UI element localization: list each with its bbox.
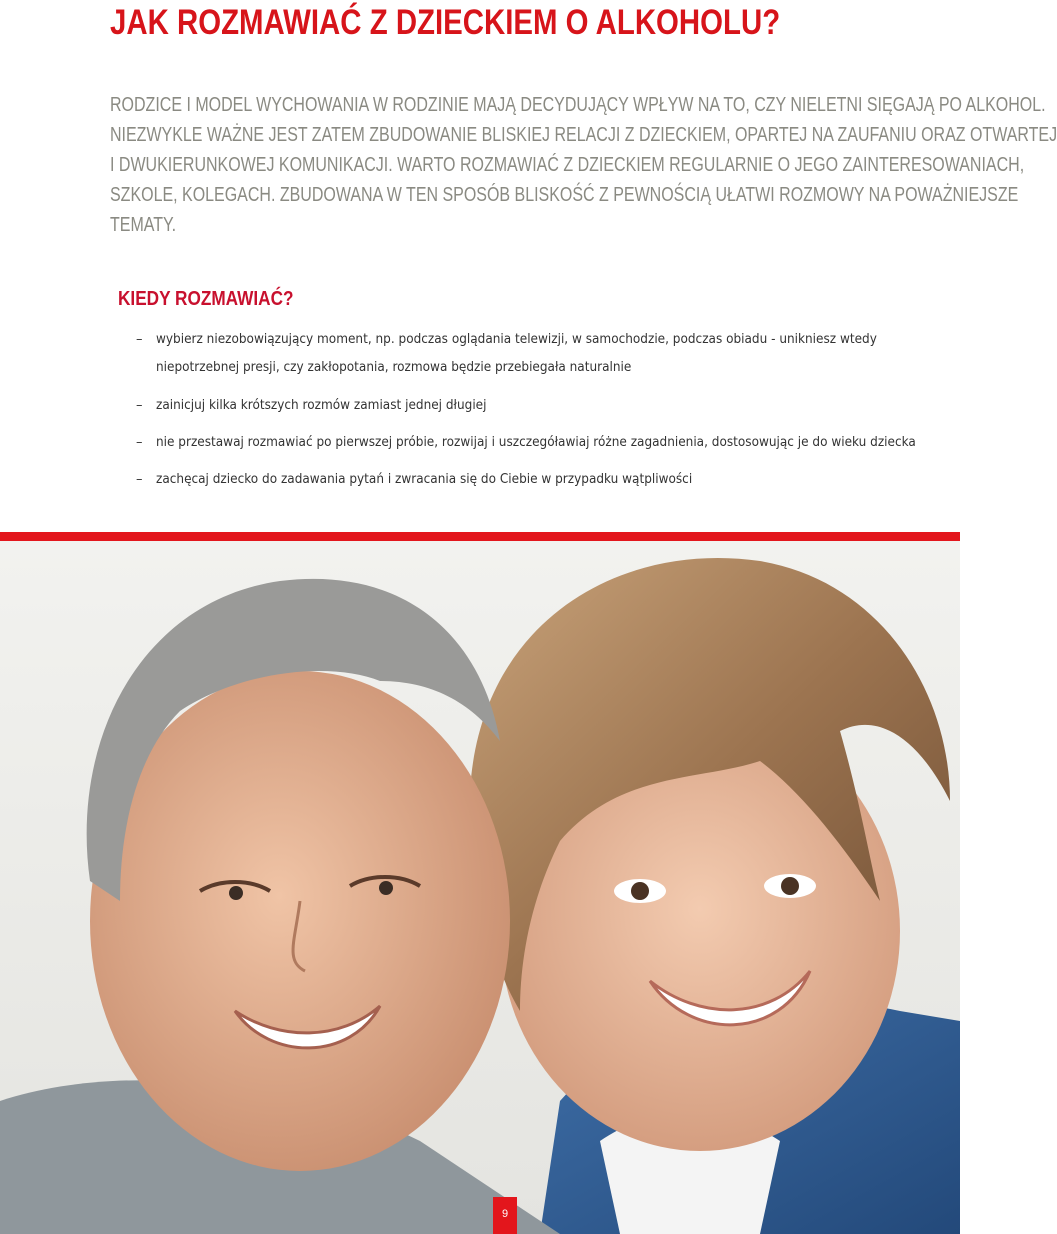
page-title: JAK ROZMAWIAĆ Z DZIECKIEM O ALKOHOLU? [110,3,781,42]
bullet-item-continuation: niepotrzebnej presji, czy zakłopotania, rozmowa będzie przebiegała naturalnie [156,360,632,375]
page-number-badge: 9 [493,1197,517,1234]
section-title-kiedy: KIEDY ROZMAWIAĆ? [118,288,294,310]
bullet-dash: – [136,332,143,347]
bullet-dash: – [136,398,143,413]
bullet-item: wybierz niezobowiązujący moment, np. podczas oglądania telewizji, w samochodzie, podczas obiadu - unikniesz wtedy [156,332,877,347]
intro-line: NIEZWYKLE WAŻNE JEST ZATEM ZBUDOWANIE BLISKIEJ RELACJI Z DZIECKIEM, OPARTEJ NA ZAUFANIU ORAZ OTWARTEJ [110,124,1057,146]
red-divider-band [0,532,960,541]
intro-line: I DWUKIERUNKOWEJ KOMUNIKACJI. WARTO ROZMAWIAĆ Z DZIECKIEM REGULARNIE O JEGO ZAINTERESOWANIACH, [110,154,1025,176]
father-son-photo [0,541,960,1234]
bullet-dash: – [136,472,143,487]
bullet-item: nie przestawaj rozmawiać po pierwszej próbie, rozwijaj i uszczegóławiaj różne zagadnienia, dostosowując je do wieku dziecka [156,435,916,450]
bullet-item: zachęcaj dziecko do zadawania pytań i zwracania się do Ciebie w przypadku wątpliwości [156,472,693,487]
intro-line: RODZICE I MODEL WYCHOWANIA W RODZINIE MAJĄ DECYDUJĄCY WPŁYW NA TO, CZY NIELETNI SIĘGAJĄ PO ALKOHOL. [110,94,1046,116]
bullet-item: zainicjuj kilka krótszych rozmów zamiast jednej długiej [156,398,487,413]
intro-paragraph [110,90,1057,240]
bullet-dash: – [136,435,143,450]
intro-line: TEMATY. [110,214,177,236]
intro-line: SZKOLE, KOLEGACH. ZBUDOWANA W TEN SPOSÓB BLISKOŚĆ Z PEWNOŚCIĄ UŁATWI ROZMOWY NA POWAŻNIEJSZE [110,184,1019,206]
